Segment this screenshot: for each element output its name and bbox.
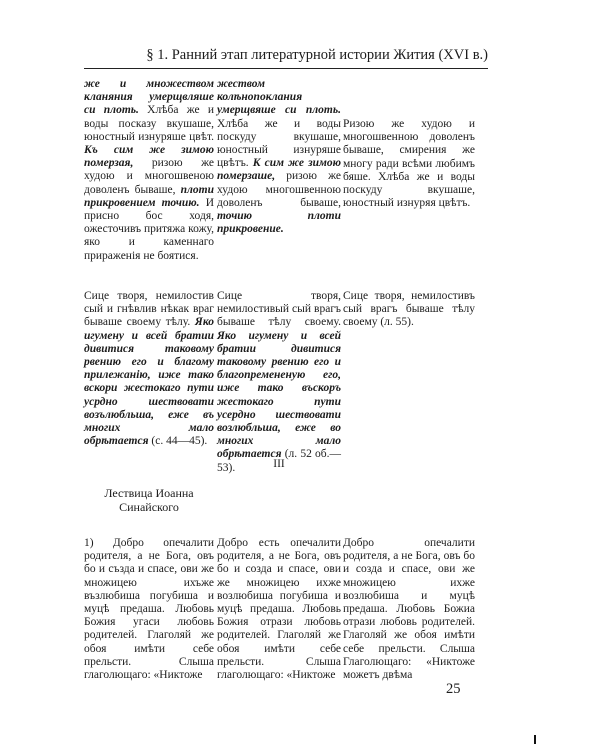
page-number: 25 xyxy=(446,681,461,697)
block2-col1-seg2: (с. 44—45). xyxy=(148,435,208,448)
block2-col2-seg2: (л. 52 об.—53). xyxy=(217,448,341,474)
block2-col2-seg1: Яко игумену и всей братии дивитися таковому рвению его и благопремененую его, иже тако въскоръ жестокаго пути усердно шествовати возлюбльша, еже во многих мало обрѣтается xyxy=(217,329,341,461)
section-marker: III xyxy=(273,458,285,470)
block2-col2-seg0: Сице творя, немилостивый сый врагъ бываше тѣлу своему. xyxy=(217,290,341,329)
running-header: § 1. Ранний этап литературной истории Жития (XVI в.) xyxy=(146,47,488,63)
block2-col1-seg0: Сице творя, немилостив сый и гнѣвлив нѣкак враг бываше своему тѣлу. xyxy=(84,290,214,329)
ladder-title: Лествица Иоанна Синайского xyxy=(104,486,194,514)
block1-col1-seg5: И присно бос ходя, ожесточивъ притяжа кожу, яко и каменнаго прираженія не боятися. xyxy=(84,196,215,262)
block1-col2 xyxy=(217,78,341,236)
block1-col1-seg2: Къ сим же зимою померзая, xyxy=(84,144,214,170)
block1-col1-seg0: же и множеством кланяния умерщвляше си плоть. xyxy=(84,78,214,117)
corner-mark xyxy=(534,735,536,744)
block2-col3-seg0: Сице творя, немилостивъ сый врагъ бываше тѣлу своему (л. 55). xyxy=(343,290,475,329)
block1-col1 xyxy=(84,78,214,263)
block1-col1-seg4: плоти прикровением точию. xyxy=(84,183,214,209)
block2-col3 xyxy=(343,290,475,330)
block3-col1: 1) Добро опечалити родителя, а не Бога, овъ бо и създа и спасе, ови же множицею ихъже възлюбиша погубиша и муцѣ предаша. Любовь Божия угаси любовь родителей. Глаголяй же обоя имѣти себе прельсти. Слыша глаголющаго: «Никтоже xyxy=(84,537,214,682)
block1-col3 xyxy=(343,118,475,210)
block1-col1-seg1: Хлѣба же и воды посказу вкушаше, юностный изнуряше цвѣт. xyxy=(84,104,215,143)
block3-col2: Добро есть опечалити родителя, а не Бога, овъ бо и созда и спасе, ови же множицею ихже возлюбиша погубиша и муцѣ предаша. Любовь Божия отрази любовь родителей. Глаголяй же обоя имѣти себе прельсти. Слыша глаголющаго: «Никтоже xyxy=(217,537,341,682)
header-rule xyxy=(84,68,488,69)
block1-col2-seg3: ризою же худою многошвенною доволенъ бываше, xyxy=(217,170,341,209)
block3-col3: Добро опечалити родителя, а не Бога, овъ бо и созда и спасе, ови же множицею ихже возлюбиша и муцѣ предаша. Любовь Божиа отрази любовь родителей. Глаголяй же обоя имѣти себе прельсти. Слыша Глаголющаго: «Никтоже можетъ двѣма xyxy=(343,537,475,682)
block1-col2-seg4: точию плоти прикровение. xyxy=(217,210,341,236)
block2-col2 xyxy=(217,290,341,475)
block1-col2-seg1: Хлѣба же и воды поскуду вкушаше, юностный изнуряше цвѣтъ. xyxy=(217,117,341,170)
block1-col1-seg3: ризою же худою и многошвеною доволенъ бываше, xyxy=(84,157,214,196)
block1-col3-seg0: Ризою же худою и многошвенною доволенъ бываше, смирения же многу ради всѣми любимъ бяше. Хлѣба же и воды поскуду вкушаше, юностный изнуряя цвѣтъ. xyxy=(343,118,475,210)
block1-col2-seg2: К сим же зимою померзаше, xyxy=(217,157,341,183)
block1-col2-seg0: жеством колѣнопоклания умерщвяше си плоть. xyxy=(217,78,341,117)
block2-col1 xyxy=(84,290,214,448)
block2-col1-seg1: Яко игумену и всей братии дивитися таковому рвению его и благому прилежанію, иже тако вскори жестокаго пути усрдно шествовати возълюбльша, еже въ многих мало обрѣтается xyxy=(84,316,214,448)
